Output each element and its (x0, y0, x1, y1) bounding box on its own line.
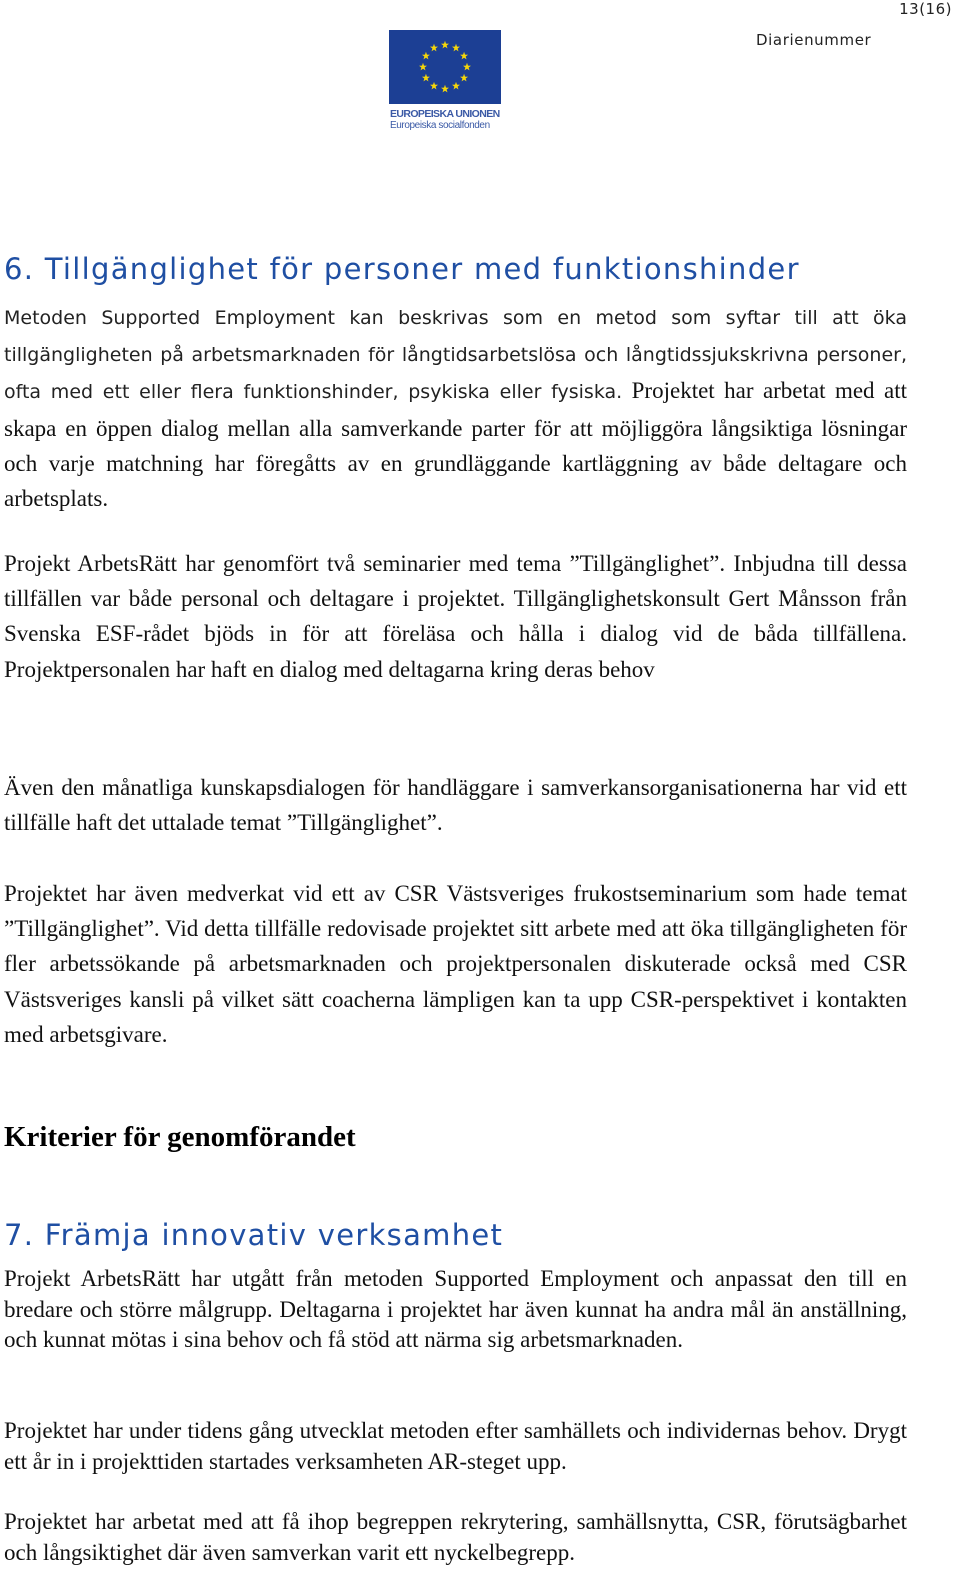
eu-star-icon (441, 41, 449, 49)
logo-line-esf: Europeiska socialfonden (390, 120, 490, 131)
diarienummer-label: Diarienummer (756, 31, 872, 49)
eu-star-icon (441, 85, 449, 93)
logo-line-eu: EUROPEISKA UNIONEN (390, 108, 500, 120)
eu-flag-icon (389, 30, 501, 104)
eu-star-icon (430, 44, 438, 52)
eu-star-icon (422, 74, 430, 82)
eu-esf-logo (389, 30, 501, 134)
section-7-paragraph-3: Projektet har arbetat med att få ihop begreppen rekrytering, samhällsnytta, CSR, förutsägbarhet och långsiktighet där även samverkan varit ett nyckelbegrepp. (4, 1509, 907, 1565)
criteria-heading: Kriterier för genomförandet (4, 1121, 356, 1153)
eu-star-icon (452, 44, 460, 52)
section-6-heading: 6. Tillgänglighet för personer med funktionshinder (4, 252, 800, 286)
section-6-paragraph-2: Projekt ArbetsRätt har genomfört två seminarier med tema ”Tillgänglighet”. Inbjudna till dessa tillfällen var både personal och deltagare i projektet. Tillgänglighetskonsult Gert Månsson från Svenska ESF-rådet bjöds in för att föreläsa och hålla i dialog vid de båda tillfällena. Projektpersonalen har haft en dialog med deltagarna kring deras behov (4, 551, 907, 682)
section-6-paragraph-3: Även den månatliga kunskapsdialogen för handläggare i samverkansorganisationerna har vid ett tillfälle haft det uttalade temat ”Tillgänglighet”. (4, 775, 907, 836)
paragraph-1-serif-run: Projektet har arbetat med att skapa en öppen dialog mellan alla samverkande parter för att möjliggöra långsiktiga lösningar och varje matchning har föregåtts av en grundläggande kartläggning av både deltagare och arbetsplats. (4, 378, 907, 512)
eu-star-icon (463, 63, 471, 71)
eu-star-icon (460, 74, 468, 82)
paragraph-1-sans-run: Metoden Supported Employment kan beskrivas som en metod som syftar till att öka tillgängligheten på arbetsmarknaden för långtidsarbetslösa och långtidssjukskrivna personer, ofta med ett eller flera funktionshinder, psykiska eller fysiska. (4, 307, 907, 404)
eu-star-icon (430, 82, 438, 90)
page-number: 13(16) (899, 0, 952, 18)
eu-star-icon (460, 52, 468, 60)
section-7-paragraph-1: Projekt ArbetsRätt har utgått från metoden Supported Employment och anpassat den till en bredare och större målgrupp. Deltagarna i projektet har även kunnat ha andra mål än anställning, och kunnat mötas i sina behov och få stöd att närma sig arbetsmarknaden. (4, 1266, 907, 1352)
section-6-paragraph-4: Projektet har även medverkat vid ett av CSR Västsveriges frukostseminarium som hade temat ”Tillgänglighet”. Vid detta tillfälle redovisade projektet sitt arbete med att öka tillgängligheten för fler arbetssökande på arbetsmarknaden och projektpersonalen diskuterade också med CSR Västsveriges kansli på vilket sätt coacherna lämpligen kan ta upp CSR-perspektivet i kontakten med arbetsgivare. (4, 881, 907, 1047)
eu-star-icon (419, 63, 427, 71)
section-6-paragraph-1 (4, 299, 907, 516)
eu-stars-icon (389, 30, 501, 104)
section-7-paragraph-2: Projektet har under tidens gång utvecklat metoden efter samhällets och individernas behov. Drygt ett år in i projekttiden startades verksamheten AR-steget upp. (4, 1418, 907, 1474)
eu-star-icon (422, 52, 430, 60)
eu-star-icon (452, 82, 460, 90)
section-7-heading: 7. Främja innovativ verksamhet (4, 1218, 504, 1252)
